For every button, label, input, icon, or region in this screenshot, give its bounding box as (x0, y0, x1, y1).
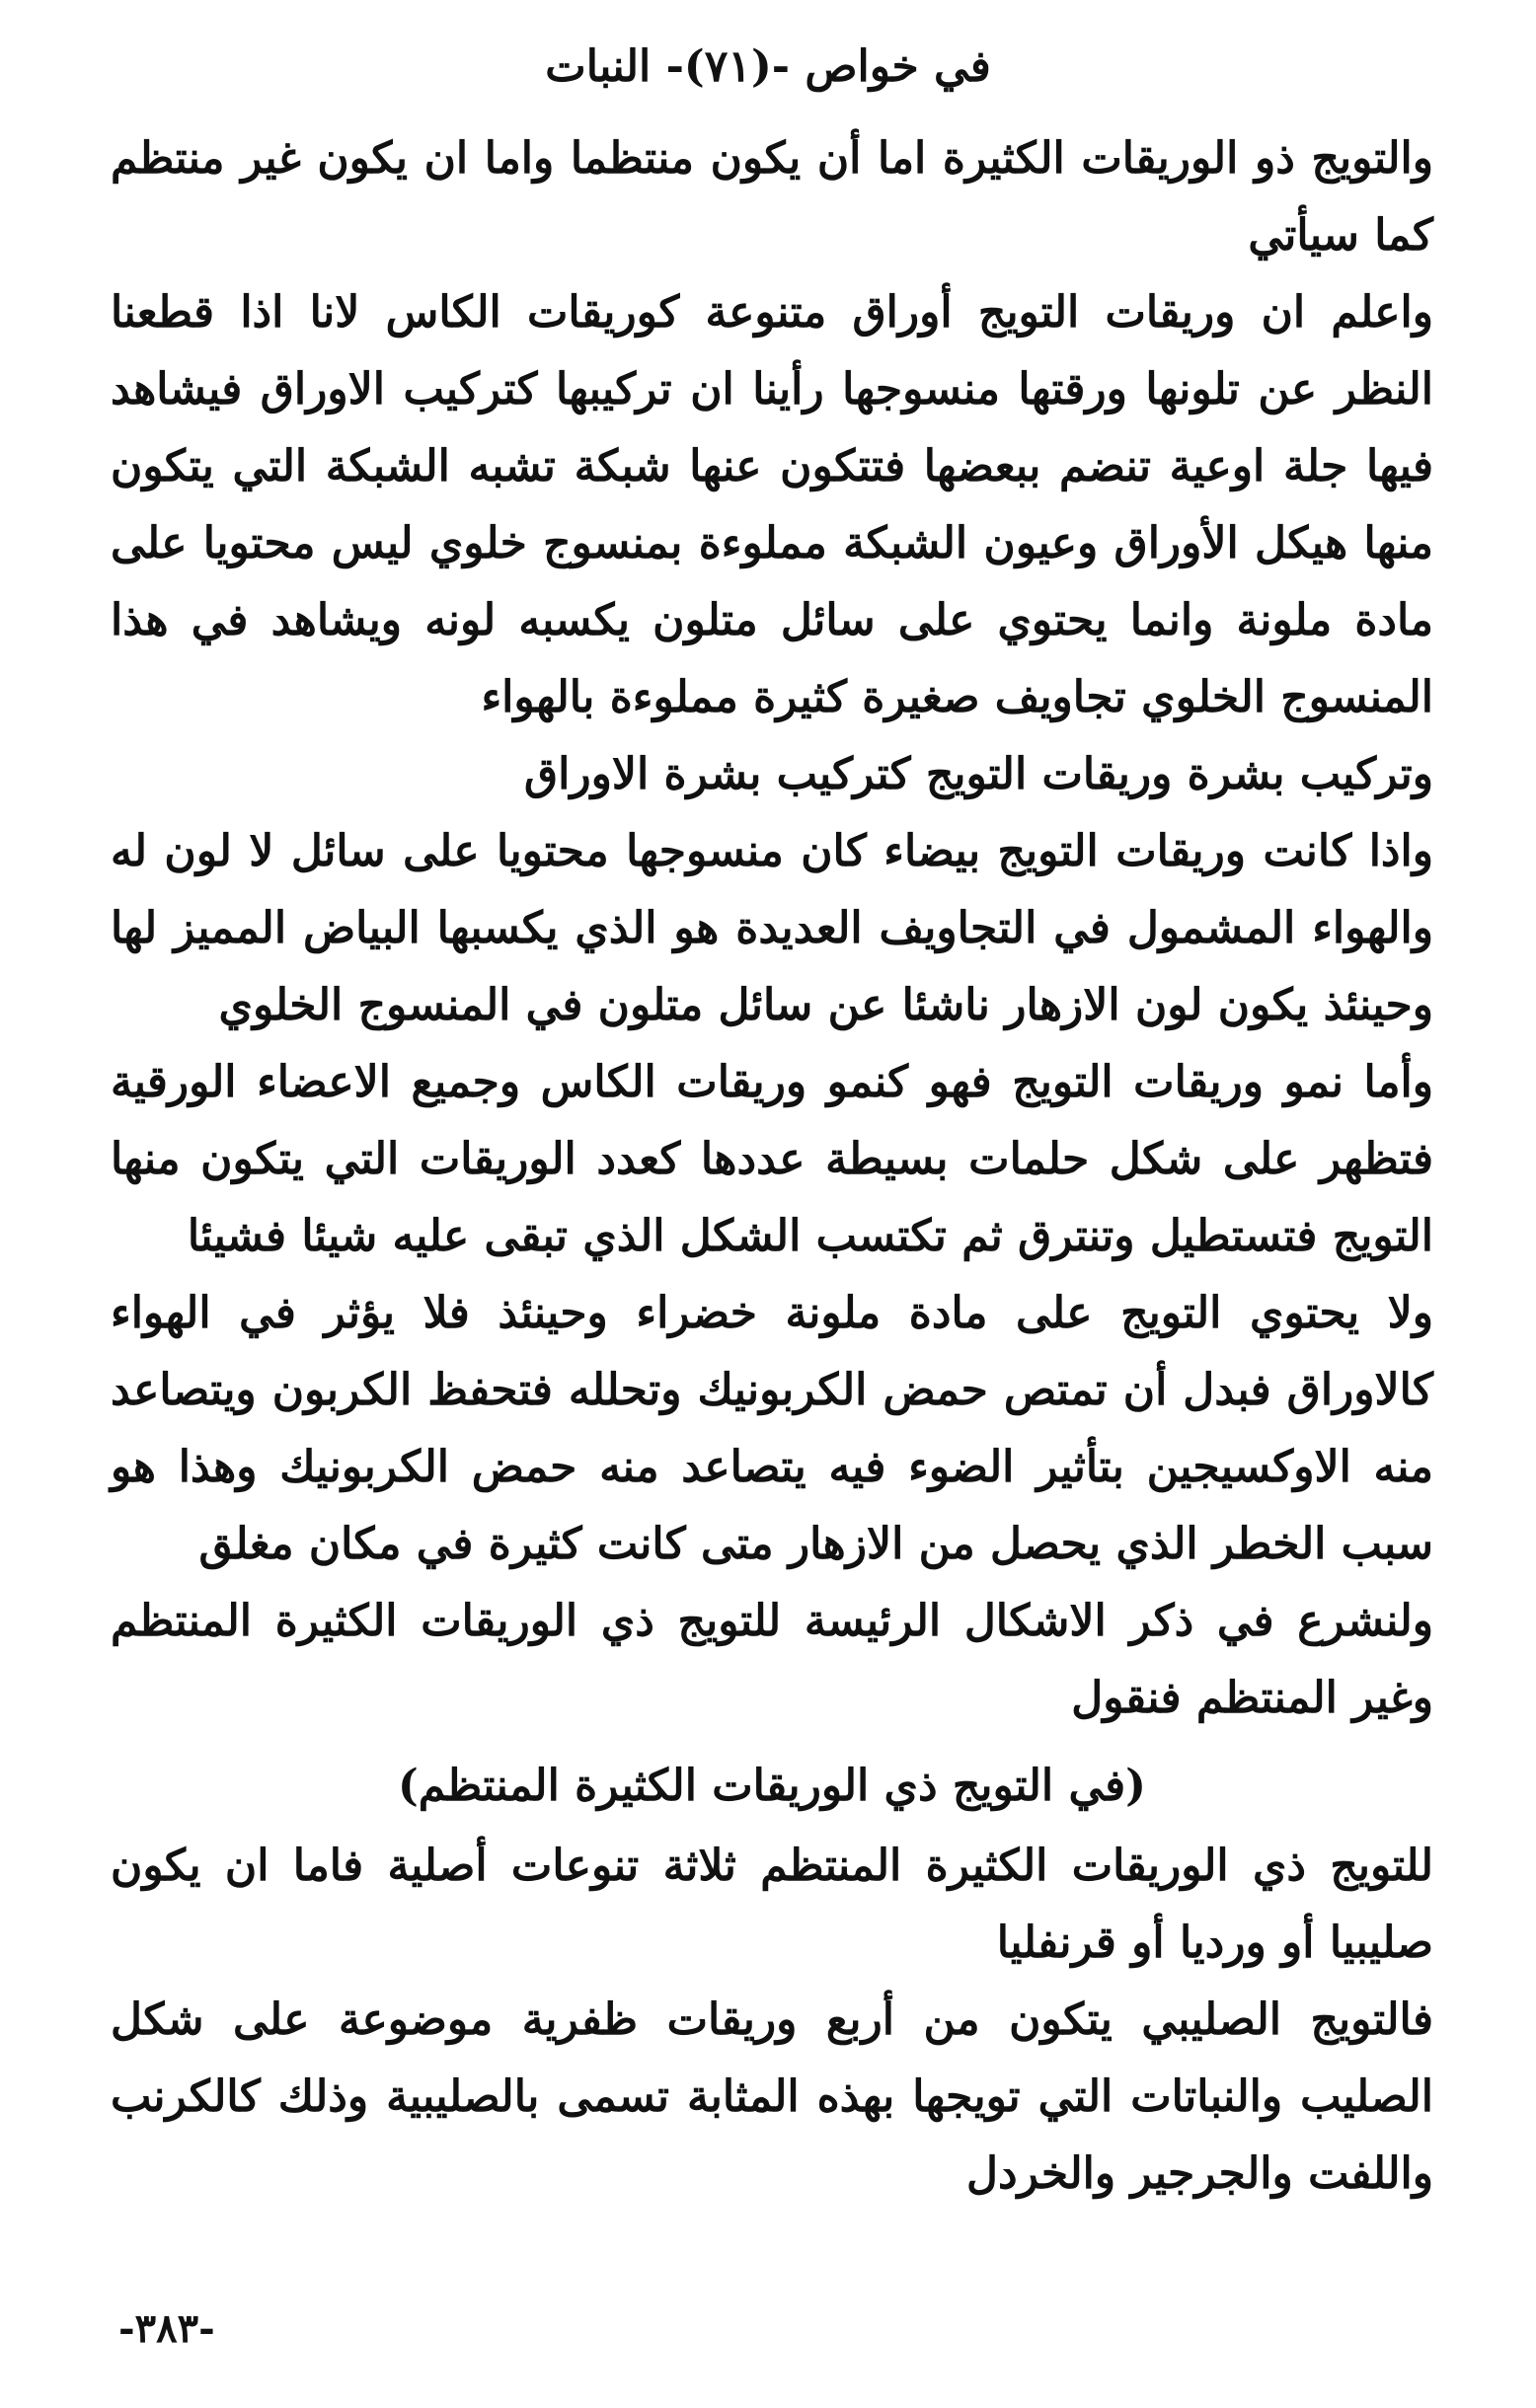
paragraph-cruciform-corolla: فالتويج الصليبي يتكون من أربع وريقات ظفرية موضوعة على شكل الصليب والنباتات التي تويجها بهذه المثابة تسمى بالصليبية وذلك كالكرنب واللفت والجرجير والخردل (111, 1994, 1433, 2199)
paragraph-white-petals: واذا كانت وريقات التويج بيضاء كان منسوجها محتويا على سائل لا لون له والهواء المشمول في التجاويف العديدة هو الذي يكسبها البياض المميز لها وحينئذ يكون لون الازهار ناشئا عن سائل متلون في المنسوج الخلوي (111, 826, 1433, 1030)
paragraph-corolla-respiration: ولا يحتوي التويج على مادة ملونة خضراء وحينئذ فلا يؤثر في الهواء كالاوراق فبدل أن تمتص حمض الكربونيك وتحلله فتحفظ الكربون ويتصاعد منه الاوكسيجين بتأثير الضوء فيه يتصاعد منه حمض الكربونيك وهذا هو سبب الخطر الذي يحصل من الازهار متى كانت كثيرة في مكان مغلق (111, 1288, 1433, 1569)
paragraph-introduction: ولنشرع في ذكر الاشكال الرئيسة للتويج ذي الوريقات الكثيرة المنتظم وغير المنتظم فنقول (111, 1596, 1433, 1723)
body-text (111, 120, 1433, 2213)
section-heading: (في التويج ذي الوريقات الكثيرة المنتظم) (397, 1761, 1146, 1811)
paragraph-petal-epidermis: وتركيب بشرة وريقات التويج كتركيب بشرة الاوراق (524, 749, 1433, 799)
running-head: في خواص -(٧١)- النبات (545, 41, 991, 92)
paragraph-petal-structure: واعلم ان وريقات التويج أوراق متنوعة كوريقات الكاس لانا اذا قطعنا النظر عن تلونها ورقتها منسوجها رأينا ان تركيبها كتركيب الاوراق فيشاهد فيها جلة اوعية تنضم ببعضها فتتكون عنها شبكة تشبه الشبكة التي يتكون منها هيكل الأوراق وعيون الشبكة مملوءة بمنسوج خلوي ليس محتويا على مادة ملونة وانما يحتوي على سائل متلون يكسبه لونه ويشاهد في هذا المنسوج الخلوي تجاويف صغيرة كثيرة مملوءة بالهواء (111, 287, 1433, 722)
page-number: -٣٨٣- (118, 2305, 215, 2352)
paragraph-corolla-types: والتويج ذو الوريقات الكثيرة اما أن يكون منتظما واما ان يكون غير منتظم كما سيأتي (111, 133, 1433, 261)
paragraph-petal-growth: وأما نمو وريقات التويج فهو كنمو وريقات الكاس وجميع الاعضاء الورقية فتظهر على شكل حلمات بسيطة عددها كعدد الوريقات التي يتكون منها التويج فتستطيل وتنترق ثم تكتسب الشكل الذي تبقى عليه شيئا فشيئا (111, 1057, 1433, 1261)
paragraph-regular-corolla-forms: للتويج ذي الوريقات الكثيرة المنتظم ثلاثة تنوعات أصلية فاما ان يكون صليبيا أو ورديا أو قرنفليا (111, 1841, 1433, 1968)
